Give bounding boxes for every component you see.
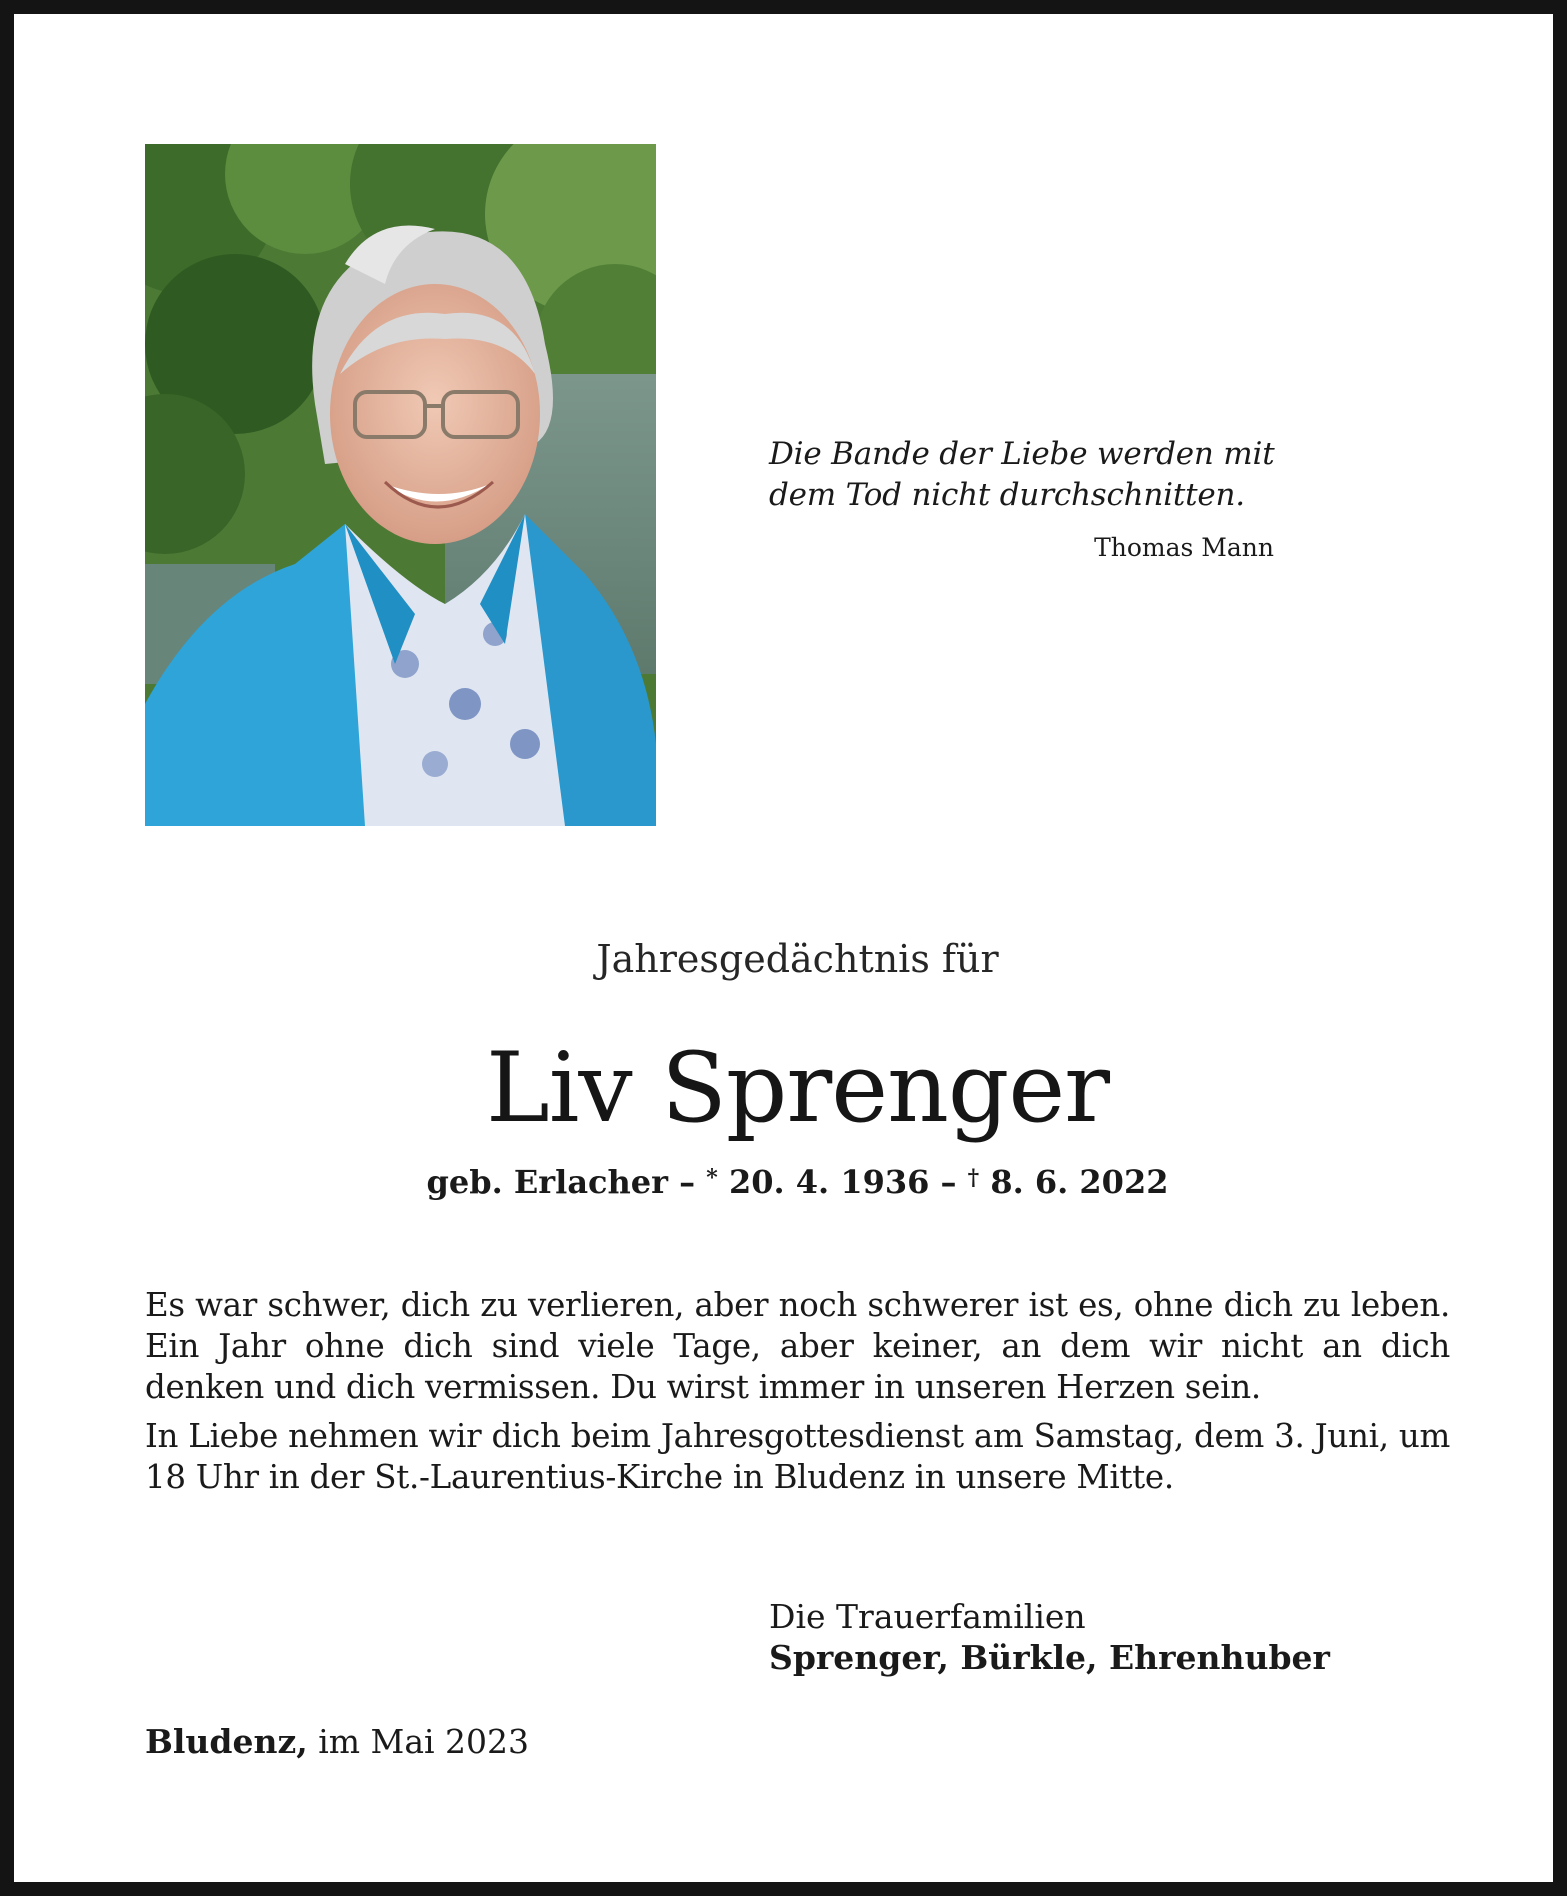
signature-families: Sprenger, Bürkle, Ehrenhuber [769,1638,1330,1677]
deceased-name: Liv Sprenger [485,1032,1110,1144]
quote [769,434,1329,516]
place-date [145,1721,845,1762]
quote-line-1: Die Bande der Liebe werden mit [769,436,1275,472]
memorial-paragraph-2: In Liebe nehmen wir dich beim Jahresgottesdienst am Samstag, dem 3. Juni, um 18 Uhr in der St.-Laurentius-Kirche in Bludenz in unsere Mitte. [145,1417,1450,1496]
quote-author: Thomas Mann [1094,533,1274,562]
place: Bludenz, [145,1722,308,1761]
maiden-name: geb. Erlacher – [426,1163,707,1201]
date: im Mai 2023 [307,1722,530,1761]
memorial-text [145,1285,1450,1498]
death-symbol: † [967,1165,980,1191]
signature [769,1596,1409,1678]
memorial-subtitle: Jahresgedächtnis für [596,937,999,981]
birth-date: 20. 4. 1936 – [717,1163,968,1201]
portrait-image [145,144,656,826]
life-dates [14,1157,1567,1203]
quote-line-2: dem Tod nicht durchschnitten. [769,477,1245,513]
memorial-paragraph-1: Es war schwer, dich zu verlieren, aber noch schwerer ist es, ohne dich zu leben. Ein Jahr ohne dich sind viele Tage, aber keiner, an dem wir nicht an dich denken und dich vermissen. Du wirst immer in unseren Herzen sein. [145,1286,1450,1406]
signature-intro: Die Trauerfamilien [769,1597,1086,1636]
death-date: 8. 6. 2022 [979,1163,1169,1201]
birth-symbol: * [706,1165,718,1191]
portrait-photo [145,144,656,826]
